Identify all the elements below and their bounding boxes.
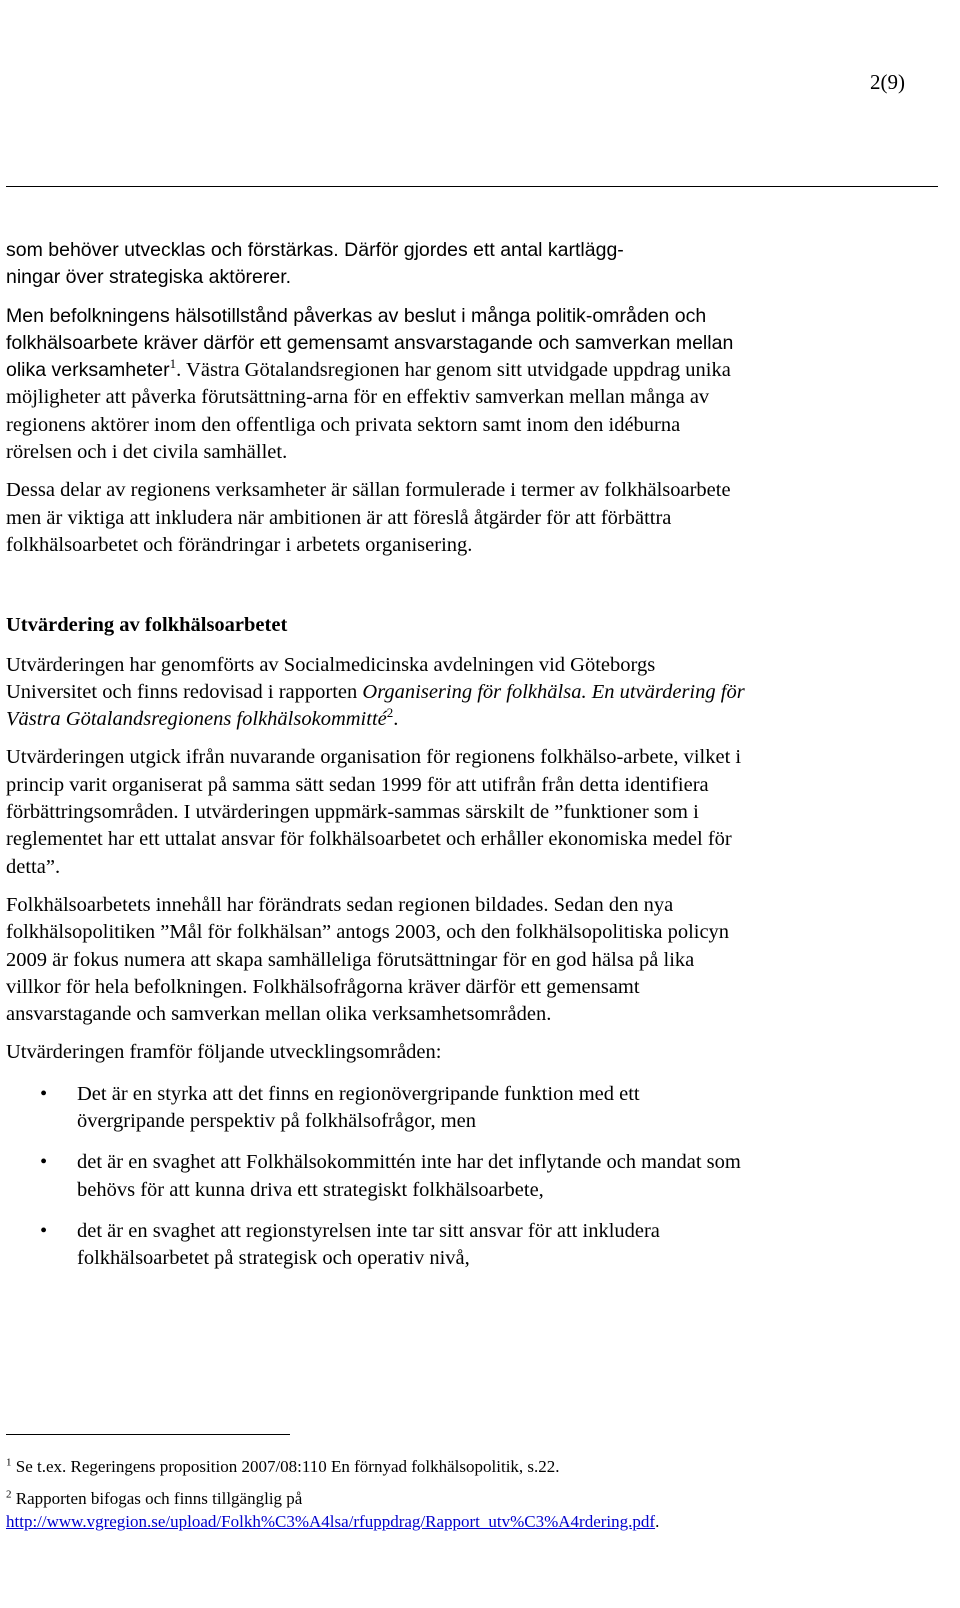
footnote-ref-1: 1 [169,356,177,372]
page-number: 2(9) [870,70,905,94]
header-divider [6,186,938,187]
intro-paragraph-2 [6,303,746,467]
list-item [6,1218,746,1273]
footnote-1 [6,1455,746,1478]
section-paragraph-3: Folkhälsoarbetets innehåll har förändrats sedan regionen bildades. Sedan den nya folkhälsopolitiken ”Mål för folkhälsan” antogs 2003, och den folkhälsopolitiska policyn 2009 är fokus numera att skapa samhälleliga förutsättningar för en god hälsa på lika villkor för hela befolkningen. Folkhälsofrågorna kräver därför ett gemensamt ansvarstagande och samverkan mellan olika verksamhetsområden. [6,893,730,1026]
footnote-divider [6,1434,290,1435]
footnote-2-text: Rapporten bifogas och finns tillgänglig på [11,1489,303,1508]
list-item [6,1081,746,1136]
section-heading: Utvärdering av folkhälsoarbetet [6,614,288,637]
footnote-1-text: Se t.ex. Regeringens proposition 2007/08:110 En förnyad folkhälsopolitik, s.22. [11,1457,560,1476]
intro-paragraph-3: Dessa delar av regionens verksamheter är sällan formulerade i termer av folkhälsoarbete men är viktiga att inkludera när ambitionen är att föreslå åtgärder för att förbättra folkhälsoarbetet och förändringar i arbetets organisering. [6,479,731,556]
intro-line-1: som behöver utvecklas och förstärkas. Därför gjordes ett antal kartlägg- [6,239,624,261]
section-paragraph-1 [6,652,746,734]
list-item-text: Det är en styrka att det finns en regionövergripande funktion med ett övergripande perspektiv på folkhälsofrågor, men [77,1082,640,1133]
footnote-ref-2: 2 [386,705,394,721]
footnote-1-mark: 1 [6,1456,12,1469]
bullet-icon: • [40,1219,48,1242]
footnote-2-mark: 2 [6,1488,12,1501]
bullet-icon: • [40,1082,48,1105]
list-item-text: det är en svaghet att Folkhälsokommittén inte har det inflytande och mandat som behövs för att kunna driva ett strategiskt folkhälsoarbete, [77,1151,741,1201]
report-link[interactable]: http://www.vgregion.se/upload/Folkh%C3%A4lsa/rfuppdrag/Rapport_utv%C3%A4rdering.pdf [6,1512,656,1531]
development-areas-list [6,1081,746,1273]
document-body [6,237,746,1273]
bullet-icon: • [40,1151,48,1174]
list-item [6,1149,746,1204]
section-paragraph-1-end: . [393,708,399,731]
section-paragraph-2: Utvärderingen utgick ifrån nuvarande organisation för regionens folkhälso-arbete, vilket i princip varit organiserat på samma sätt sedan 1999 för att utifrån från detta identifiera förbättringsområden. I utvärderingen uppmärk-sammas särskilt de ”funktioner som i reglementet har ett uttalat ansvar för folkhälsoarbetet och erhåller ekonomiska medel för detta”. [6,746,742,878]
footnote-2 [6,1487,746,1533]
footnotes [6,1455,746,1533]
section-paragraph-1-text: Utvärderingen har genomförts av Socialmedicinska avdelningen vid Göteborgs Universitet och finns redovisad i rapporten [6,653,656,703]
intro-paragraph-2-end: . Västra Götalandsregionen har genom sitt utvidgade uppdrag unika möjligheter att påverka förutsättning-arna för en effektiv samverkan mellan många av regionens aktörer inom den offentliga och privata sektorn samt inom den idéburna rörelsen och i det civila samhället. [6,359,731,464]
report-title: Organisering för folkhälsa. En utvärdering för Västra Götalandsregionens folkhälsokommitté [6,680,745,731]
section-paragraph-4: Utvärderingen framför följande utvecklingsområden: [6,1041,442,1064]
footnote-2-end: . [655,1512,660,1531]
intro-line-2: ningar över strategiska aktörerer. [6,266,292,289]
list-item-text: det är en svaghet att regionstyrelsen inte tar sitt ansvar för att inkludera folkhälsoarbetet på strategisk och operativ nivå, [77,1219,660,1270]
intro-paragraph-2-start: Men befolkningens hälsotillstånd påverkas av beslut i många politik-områden och folkhälsoarbete kräver därför ett gemensamt ansvarstagande och samverkan mellan olika verksamheter [6,304,734,382]
